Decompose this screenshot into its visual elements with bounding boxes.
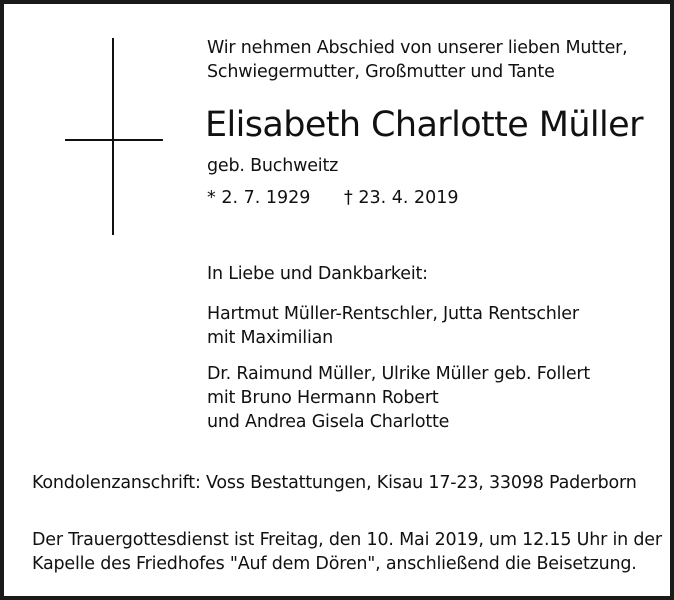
intro-line-2: Schwiegermutter, Großmutter und Tante (207, 62, 555, 82)
service-line-1: Der Trauergottesdienst ist Freitag, den 10. Mai 2019, um 12.15 Uhr in der (32, 530, 662, 550)
service-line-2: Kapelle des Friedhofes "Auf dem Dören", anschließend die Beisetzung. (32, 554, 637, 574)
condolence-address: Kondolenzanschrift: Voss Bestattungen, Kisau 17-23, 33098 Paderborn (32, 473, 637, 493)
birth-name: geb. Buchweitz (207, 156, 339, 176)
cross-symbol-horizontal (65, 139, 163, 141)
family2-line-1: Dr. Raimund Müller, Ulrike Müller geb. Follert (207, 364, 591, 384)
death-date: † 23. 4. 2019 (344, 188, 459, 208)
family1-line-1: Hartmut Müller-Rentschler, Jutta Rentschler (207, 304, 579, 324)
deceased-name: Elisabeth Charlotte Müller (205, 105, 643, 145)
family1-line-2: mit Maximilian (207, 328, 334, 348)
mourners-heading: In Liebe und Dankbarkeit: (207, 264, 428, 284)
intro-line-1: Wir nehmen Abschied von unserer lieben Mutter, (207, 38, 628, 58)
family2-line-3: und Andrea Gisela Charlotte (207, 412, 450, 432)
family2-line-2: mit Bruno Hermann Robert (207, 388, 439, 408)
birth-date: * 2. 7. 1929 (207, 188, 311, 208)
life-dates (207, 186, 459, 210)
cross-symbol-vertical (112, 38, 114, 235)
